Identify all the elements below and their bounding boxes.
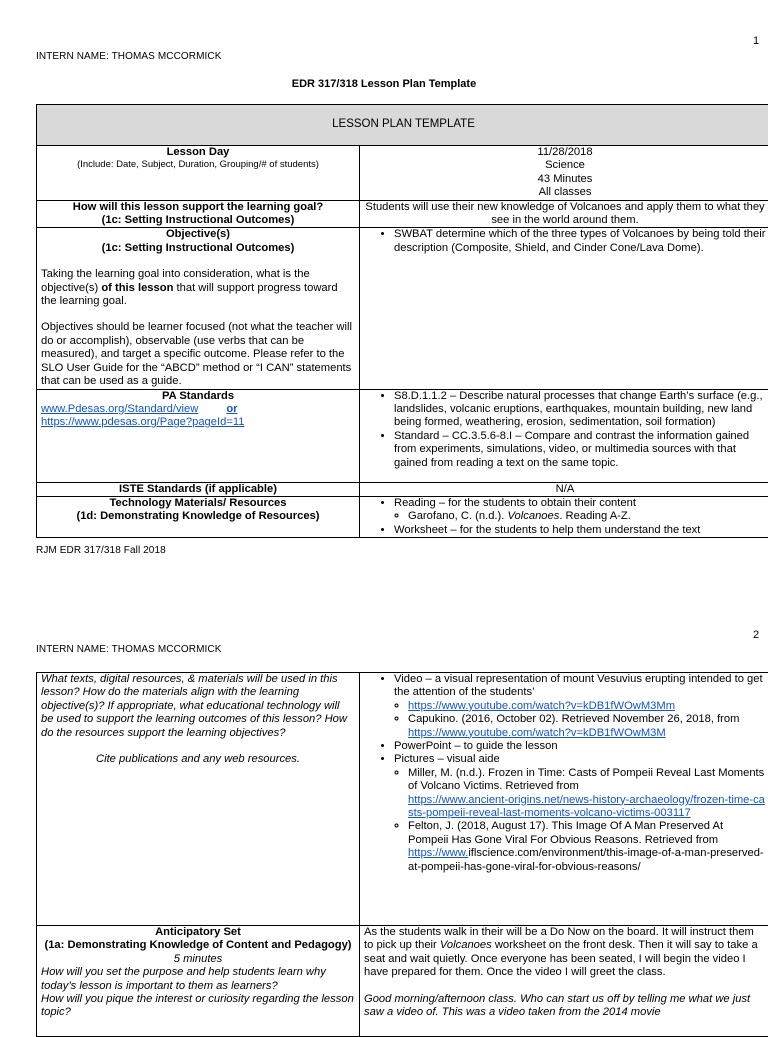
tech-answer-cell — [360, 496, 768, 537]
youtube-link[interactable]: https://www.youtube.com/watch?v=kDB1fWOwM3Mm — [408, 700, 675, 712]
tech-label-cell — [37, 496, 360, 537]
objective-item: • SWBAT determine which of the three types of Volcanoes by being told their description (Composite, Shield, and Cinder Cone/Lava Dome). — [394, 228, 766, 255]
iflscience-link[interactable]: https://www. — [408, 847, 468, 859]
anticipatory-minutes: 5 minutes — [41, 953, 355, 966]
anticipatory-script: Good morning/afternoon class. Who can start us off by telling me what we just saw a video of. This was a video taken from the 2014 movie — [364, 993, 766, 1020]
lesson-plan-table-continued — [36, 672, 768, 1037]
pa-standards-answer-cell — [360, 389, 768, 482]
video-item: • Video – a visual representation of mount Vesuvius erupting intended to get the attention of the students’ — [394, 673, 766, 700]
goal-label-sub: (1c: Setting Instructional Outcomes) — [41, 214, 355, 227]
lesson-day-label-cell — [37, 146, 360, 201]
table-title: LESSON PLAN TEMPLATE — [37, 105, 768, 146]
or-text: or — [226, 403, 237, 415]
tech-item: • Worksheet – for the students to help them understand the text — [394, 524, 766, 537]
document-title: EDR 317/318 Lesson Plan Template — [0, 78, 768, 90]
lesson-date: 11/28/2018 — [364, 146, 766, 159]
goal-answer: Students will use their new knowledge of Volcanoes and apply them to what they see in the world around them. — [360, 200, 768, 228]
pa-standards-label-cell — [37, 389, 360, 482]
tech-label: Technology Materials/ Resources — [41, 497, 355, 510]
miller-citation: ◦ Miller, M. (n.d.). Frozen in Time: Casts of Pompeii Reveal Last Moments of Volcano Victims. Retrieved from https://www.ancient-origins.net/news-history-archaeology/frozen-time-casts-pompeii-reveal-last-moments-volcano-victims-003117 — [408, 767, 766, 821]
lesson-day-note: (Include: Date, Subject, Duration, Grouping/# of students) — [41, 159, 355, 170]
goal-label-cell — [37, 200, 360, 228]
page-number: 2 — [753, 629, 759, 641]
iste-label: ISTE Standards (if applicable) — [37, 482, 360, 496]
pictures-item: • Pictures – visual aide — [394, 753, 766, 766]
resources-answer-cell — [360, 673, 768, 926]
powerpoint-item: • PowerPoint – to guide the lesson — [394, 740, 766, 753]
objectives-label-sub: (1c: Setting Instructional Outcomes) — [41, 242, 355, 255]
ancient-origins-link[interactable]: https://www.ancient-origins.net/news-history-archaeology/frozen-time-casts-pompeii-reveal-last-moments-volcano-victims-003117 — [408, 794, 765, 819]
pa-standards-label: PA Standards — [41, 390, 355, 403]
lesson-plan-table — [36, 104, 768, 538]
video-link-item — [408, 700, 766, 713]
objectives-label: Objective(s) — [41, 228, 355, 241]
iflscience-url-rest: iflscience.com/environment/this-image-of-a-man-preserved-at-pompeii-has-gone-viral-for-obvious-reasons/ — [408, 847, 764, 872]
page-footer: RJM EDR 317/318 Fall 2018 — [36, 545, 166, 556]
lesson-day-value-cell — [360, 146, 768, 201]
resources-question: What texts, digital resources, & materials will be used in this lesson? How do the materials align with the learning objective(s)? If appropriate, what educational technology will be used to support the learning outcomes of this lesson? How do the resources support the learning objectives? — [41, 673, 355, 740]
tech-sub-item: ◦ Garofano, C. (n.d.). Volcanoes. Reading A-Z. — [408, 510, 766, 523]
intern-name-header: INTERN NAME: THOMAS MCCORMICK — [36, 644, 222, 655]
tech-label-sub: (1d: Demonstrating Knowledge of Resources) — [41, 510, 355, 523]
lesson-subject: Science — [364, 159, 766, 172]
pdesas-standard-link[interactable]: www.Pdesas.org/Standard/view — [41, 403, 198, 415]
objectives-label-cell — [37, 228, 360, 389]
anticipatory-label-sub: (1a: Demonstrating Knowledge of Content and Pedagogy) — [41, 939, 355, 952]
anticipatory-answer: As the students walk in their will be a Do Now on the board. It will instruct them to pick up their Volcanoes worksheet on the front desk. Then it will say to take a seat and wait quietly. Once everyone has been seated, I will begin the video I have prepared for them. Once the video I will greet the class. — [364, 926, 766, 980]
lesson-duration: 43 Minutes — [364, 173, 766, 186]
anticipatory-question-2: How will you pique the interest or curiosity regarding the lesson topic? — [41, 993, 355, 1020]
cite-instruction: Cite publications and any web resources. — [41, 753, 355, 766]
capukino-citation: ◦ Capukino. (2016, October 02). Retrieved November 26, 2018, from https://www.youtube.com/watch?v=kDB1fWOwM3M — [408, 713, 766, 740]
felton-citation: ◦ Felton, J. (2018, August 17). This Image Of A Man Preserved At Pompeii Has Gone Viral For Obvious Reasons. Retrieved from https://www.iflscience.com/environment/this-image-of-a-man-preserved-at-pompeii-has-gone-viral-for-obvious-reasons/ — [408, 820, 766, 874]
page-number: 1 — [753, 35, 759, 47]
pa-standard-item: • S8.D.1.1.2 – Describe natural processes that change Earth’s surface (e.g., landslides, volcanic eruptions, earthquakes, mountain building, new land being formed, weathering, erosion, sedimentation, soil formation) — [394, 390, 766, 430]
anticipatory-label: Anticipatory Set — [41, 926, 355, 939]
pdesas-page-link[interactable]: https://www.pdesas.org/Page?pageId=11 — [41, 416, 244, 428]
youtube-citation-link[interactable]: https://www.youtube.com/watch?v=kDB1fWOwM3M — [408, 727, 666, 739]
anticipatory-label-cell — [37, 926, 360, 1037]
lesson-day-label: Lesson Day — [41, 146, 355, 159]
iste-answer: N/A — [360, 482, 768, 496]
intern-name-header: INTERN NAME: THOMAS MCCORMICK — [36, 51, 222, 62]
anticipatory-answer-cell — [360, 926, 768, 1037]
pa-standard-item: • Standard – CC.3.5.6-8.I – Compare and contrast the information gained from experiments, simulations, video, or multimedia sources with that gained from reading a text on the same topic. — [394, 430, 766, 470]
tech-item: • Reading – for the students to obtain their content — [394, 497, 766, 510]
anticipatory-question: How will you set the purpose and help students learn why today’s lesson is important to them as learners? — [41, 966, 355, 993]
resources-question-cell — [37, 673, 360, 926]
objectives-answer-cell — [360, 228, 768, 389]
lesson-grouping: All classes — [364, 186, 766, 199]
objectives-para1: Taking the learning goal into consideration, what is the objective(s) of this lesson that will support progress toward the learning goal. — [41, 268, 355, 308]
goal-label: How will this lesson support the learning goal? — [41, 201, 355, 214]
objectives-para2: Objectives should be learner focused (not what the teacher will do or accomplish), observable (use verbs that can be measured), and target a specific outcome. Please refer to the SLO User Guide for the “ABCD” method or “I CAN” statements that can be used as a guide. — [41, 321, 355, 388]
